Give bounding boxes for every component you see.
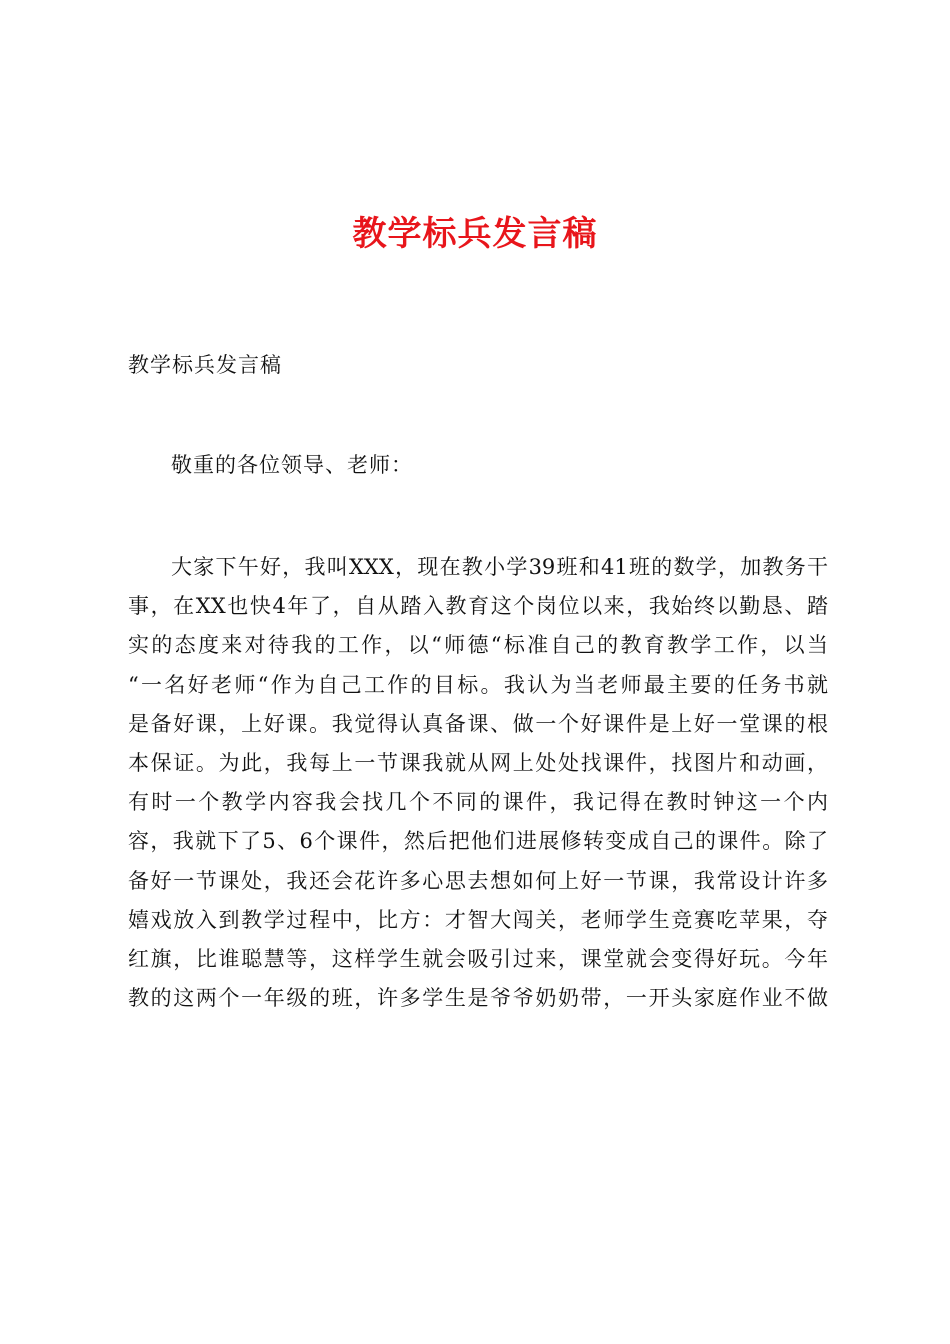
body-line: 备好一节课处，我还会花许多心思去想如何上好一节课，我常设计许多	[128, 868, 828, 893]
body-line: 红旗，比谁聪慧等，这样学生就会吸引过来，课堂就会变得好玩。今年	[128, 946, 828, 971]
salutation: 敬重的各位领导、老师：	[171, 453, 413, 477]
body-line: 嬉戏放入到教学过程中，比方：才智大闯关，老师学生竞赛吃苹果，夺	[128, 907, 828, 932]
body-paragraph	[128, 548, 828, 1018]
document-title: 教学标兵发言稿	[352, 214, 598, 254]
body-line: 有时一个教学内容我会找几个不同的课件，我记得在教时钟这一个内	[128, 790, 828, 815]
body-line: 本保证。为此，我每上一节课我就从网上处处找课件，找图片和动画，	[128, 750, 828, 775]
body-line: 容，我就下了5、6个课件，然后把他们进展修转变成自己的课件。除了	[128, 829, 828, 854]
body-line: 实的态度来对待我的工作，以“师德“标准自己的教育教学工作，以当	[128, 633, 828, 658]
body-line: 是备好课，上好课。我觉得认真备课、做一个好课件是上好一堂课的根	[128, 711, 828, 736]
body-line: 教的这两个一年级的班，许多学生是爷爷奶奶带，一开头家庭作业不做	[128, 986, 828, 1011]
body-line: 大家下午好，我叫XXX，现在教小学39班和41班的数学，加教务干	[171, 555, 828, 579]
body-line: “一名好老师“作为自己工作的目标。我认为当老师最主要的任务书就	[128, 672, 828, 697]
document-subtitle: 教学标兵发言稿	[128, 353, 282, 377]
body-line: 事，在XX也快4年了，自从踏入教育这个岗位以来，我始终以勤恳、踏	[128, 594, 828, 619]
